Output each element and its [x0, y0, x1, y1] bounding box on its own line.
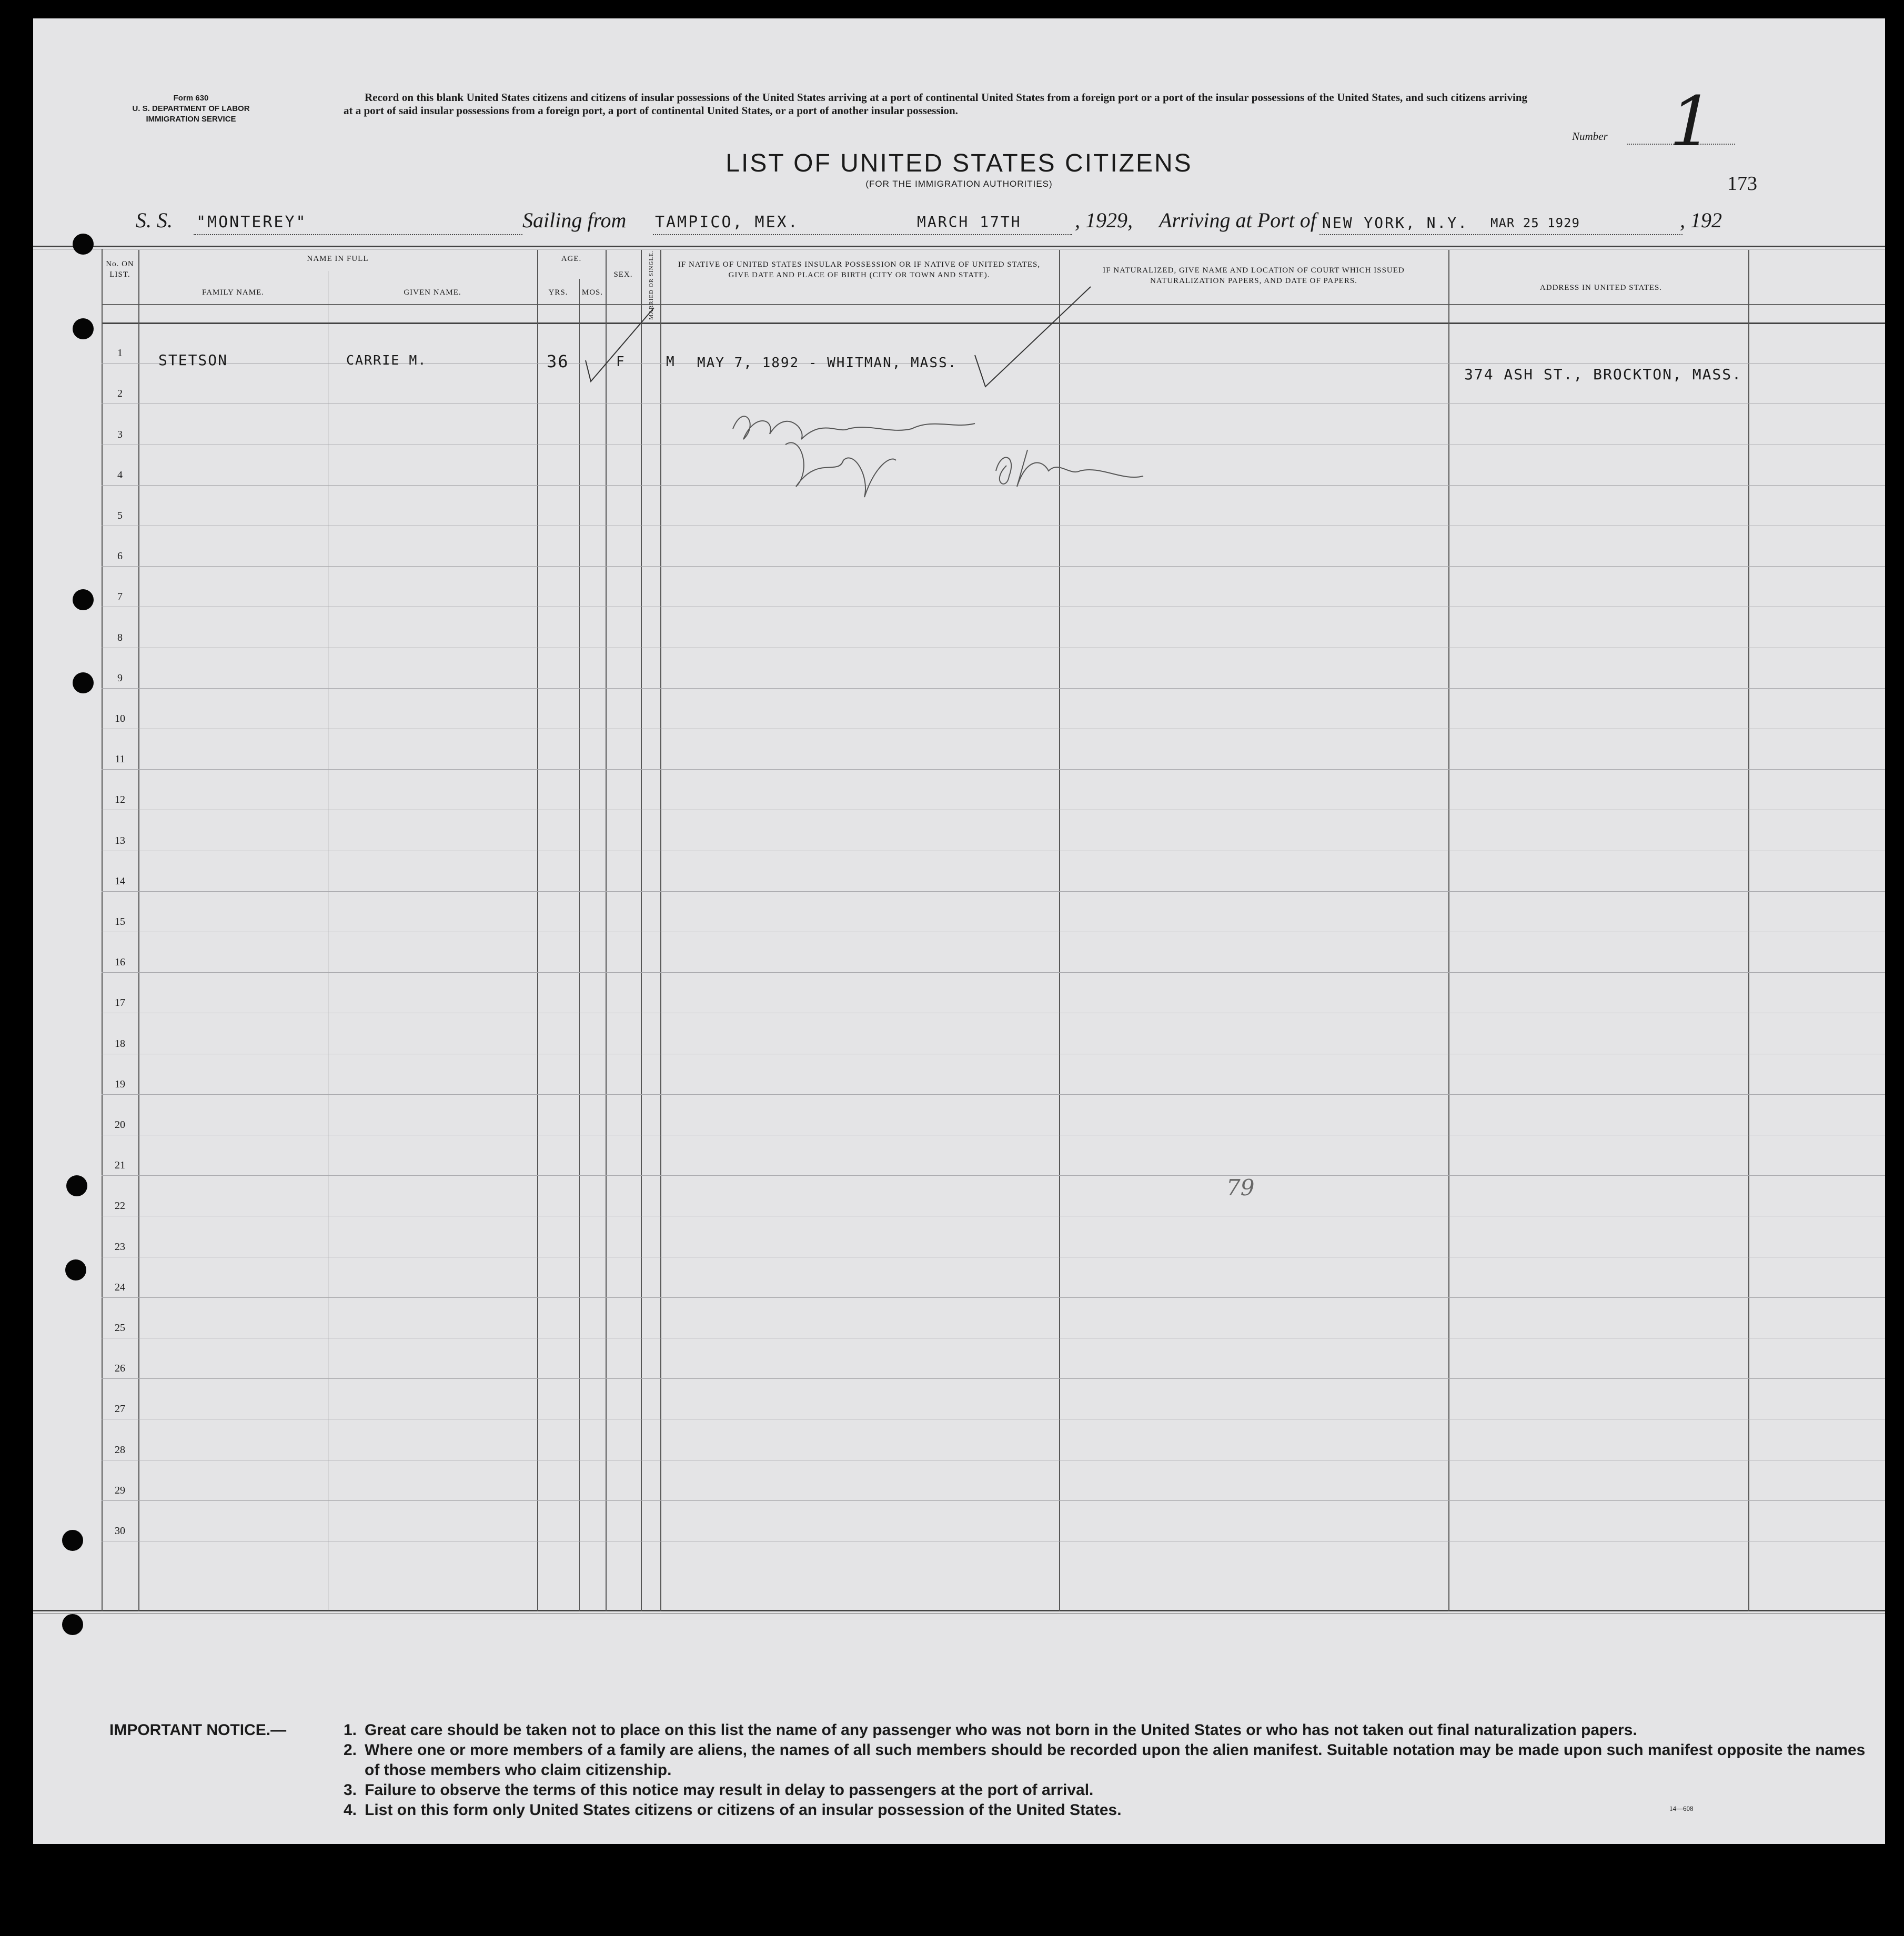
notice-item-4-text: List on this form only United States citizens or citizens of an insular possession of the United States.	[365, 1801, 1122, 1819]
row-line	[102, 769, 1885, 770]
col-head-naturalized: IF NATURALIZED, GIVE NAME AND LOCATION OF COURT WHICH ISSUED NATURALIZATION PAPERS, AND DATE OF PAPERS.	[1103, 266, 1405, 285]
entry-family-name: STETSON	[158, 351, 228, 369]
binder-hole	[62, 1530, 83, 1551]
arrival-line	[1319, 234, 1683, 235]
notice-item-1: 1. Great care should be taken not to place on this list the name of any passenger who was not born in the United States or who has not taken out final naturalization papers.	[344, 1721, 1637, 1739]
row-line	[102, 1175, 1885, 1176]
page-title: LIST OF UNITED STATES CITIZENS	[726, 149, 1193, 177]
row-number: 16	[115, 956, 125, 968]
check-mark-icon-2	[964, 281, 1101, 397]
arrival-port: NEW YORK, N.Y.	[1322, 214, 1469, 231]
ss-label: S. S.	[136, 208, 173, 232]
col-head-no: No. ON LIST.	[106, 260, 134, 279]
row-line	[102, 688, 1885, 689]
row-number: 15	[115, 916, 125, 927]
col-head-native: IF NATIVE OF UNITED STATES INSULAR POSSESSION OR IF NATIVE OF UNITED STATES, GIVE DATE AND PLACE OF BIRTH (CITY OR TOWN AND STATE).	[678, 260, 1041, 279]
row-line	[102, 1094, 1885, 1095]
row-number: 3	[117, 429, 123, 440]
col-divider-sex	[606, 250, 607, 1611]
col-head-given: GIVEN NAME.	[404, 288, 461, 297]
annotation-79: 79	[1226, 1175, 1255, 1201]
row-number: 2	[117, 388, 123, 399]
ship-name: "MONTEREY"	[196, 213, 307, 231]
row-number: 6	[117, 550, 123, 562]
ship-line	[194, 234, 522, 235]
binder-hole	[66, 1175, 87, 1196]
sailing-date-line	[914, 234, 1072, 235]
entry-marital-status: M	[666, 354, 676, 370]
col-divider-married	[641, 250, 642, 1611]
row-number: 8	[117, 632, 123, 643]
sailing-label: Sailing from	[522, 208, 627, 232]
binder-hole	[73, 672, 94, 693]
sailing-from: TAMPICO, MEX.	[655, 213, 799, 231]
col-head-family: FAMILY NAME.	[202, 288, 264, 297]
notice-item-2-text: Where one or more members of a family are aliens, the names of all such members should be recorded upon the alien manifest. Suitable notation may be made upon such manifest opposite the names of those members who claim citizenship.	[365, 1741, 1866, 1779]
form-block	[75, 93, 307, 125]
table-top-rule	[33, 246, 1885, 247]
col-head-age: AGE.	[561, 255, 582, 263]
row-number: 4	[117, 469, 123, 481]
row-number: 10	[115, 713, 125, 724]
entry-sex: F	[616, 354, 626, 370]
handwritten-number: 1	[1660, 82, 1721, 162]
row-line	[102, 1378, 1885, 1379]
col-head-mos: MOS.	[581, 288, 603, 297]
row-number: 13	[115, 835, 125, 846]
row-line	[102, 1297, 1885, 1298]
form-number: Form 630	[173, 94, 209, 103]
col-divider-family	[138, 250, 139, 1611]
col-head-yrs: YRS.	[548, 288, 568, 297]
row-number: 9	[117, 672, 123, 684]
binder-hole	[73, 589, 94, 610]
page-number: 173	[1727, 173, 1757, 195]
row-number: 22	[115, 1200, 125, 1212]
row-number: 14	[115, 875, 125, 887]
col-head-married: MARRIED OR SINGLE.	[648, 250, 654, 320]
handwritten-signature-icon	[722, 397, 1217, 502]
col-head-name: NAME IN FULL	[307, 255, 369, 263]
sailing-date: MARCH 17TH	[917, 213, 1022, 230]
footer-code: 14—608	[1669, 1804, 1694, 1812]
row-number: 23	[115, 1241, 125, 1253]
entry-given-name: CARRIE M.	[346, 352, 427, 368]
col-divider-age	[537, 250, 538, 1611]
record-instructions: Record on this blank United States citizens and citizens of insular possessions of the United States arriving at a port of continental United States from a foreign port or a port of the insular possessions of the United States, and such citizens arriving at a port of said insular possessions from a foreign port, a port of continental United States, or a port of another insular possession.	[344, 91, 1527, 117]
row-line	[102, 891, 1885, 892]
row-line	[102, 1500, 1885, 1501]
row-number: 30	[115, 1525, 125, 1537]
row-number: 18	[115, 1038, 125, 1050]
number-label: Number	[1572, 130, 1608, 143]
check-mark-icon	[580, 297, 738, 392]
binder-hole	[73, 234, 94, 255]
col-divider-end	[1748, 250, 1749, 1611]
service-name: IMMIGRATION SERVICE	[146, 115, 236, 124]
col-divider-mos	[579, 279, 580, 1611]
page-subtitle: (FOR THE IMMIGRATION AUTHORITIES)	[865, 179, 1053, 189]
department-name: U. S. DEPARTMENT OF LABOR	[132, 104, 250, 113]
sailing-from-line	[653, 234, 942, 235]
row-number: 1	[117, 347, 123, 359]
entry-birth-date-place: MAY 7, 1892 - WHITMAN, MASS.	[697, 355, 958, 371]
row-line	[102, 566, 1885, 567]
row-number: 17	[115, 997, 125, 1009]
row-number: 5	[117, 510, 123, 521]
row-number: 24	[115, 1282, 125, 1293]
row-number: 7	[117, 591, 123, 602]
entry-address: 374 ASH ST., BROCKTON, MASS.	[1464, 366, 1742, 383]
row-number: 25	[115, 1322, 125, 1334]
row-number: 27	[115, 1403, 125, 1415]
row-number: 29	[115, 1485, 125, 1496]
sailing-year: , 1929,	[1075, 208, 1133, 232]
notice-item-4: 4. List on this form only United States citizens or citizens of an insular possession of the United States.	[344, 1801, 1122, 1819]
col-head-sex: SEX.	[613, 270, 633, 279]
binder-hole	[65, 1259, 86, 1280]
notice-item-1-text: Great care should be taken not to place on this list the name of any passenger who was not born in the United States or who has not taken out final naturalization papers.	[365, 1721, 1637, 1739]
row-number: 21	[115, 1159, 125, 1171]
table-bottom-rule	[33, 1610, 1885, 1611]
notice-item-3: 3. Failure to observe the terms of this notice may result in delay to passengers at the port of arrival.	[344, 1781, 1094, 1799]
row-number: 11	[115, 753, 125, 765]
notice-item-3-text: Failure to observe the terms of this notice may result in delay to passengers at the port of arrival.	[365, 1781, 1094, 1799]
year-suffix: , 192	[1680, 208, 1722, 232]
binder-hole	[73, 318, 94, 339]
row-line	[102, 972, 1885, 973]
entry-age-years: 36	[547, 351, 569, 371]
manifest-sheet	[33, 18, 1885, 1844]
row-number: 12	[115, 794, 125, 805]
col-head-address: ADDRESS IN UNITED STATES.	[1539, 284, 1663, 292]
arriving-label: Arriving at Port of	[1159, 208, 1316, 232]
notice-label: IMPORTANT NOTICE.—	[109, 1721, 287, 1739]
row-number: 28	[115, 1444, 125, 1456]
row-number: 19	[115, 1078, 125, 1090]
arrival-date-stamp: MAR 25 1929	[1490, 216, 1580, 230]
notice-item-2: 2. Where one or more members of a family are aliens, the names of all such members should be recorded upon the alien manifest. Suitable notation may be made upon such manifest opposite the names of those members who claim citizenship.	[344, 1741, 1866, 1779]
col-divider-native	[660, 250, 661, 1611]
row-number: 20	[115, 1119, 125, 1131]
row-number: 26	[115, 1363, 125, 1374]
binder-hole	[62, 1614, 83, 1635]
col-divider-address	[1448, 250, 1449, 1611]
